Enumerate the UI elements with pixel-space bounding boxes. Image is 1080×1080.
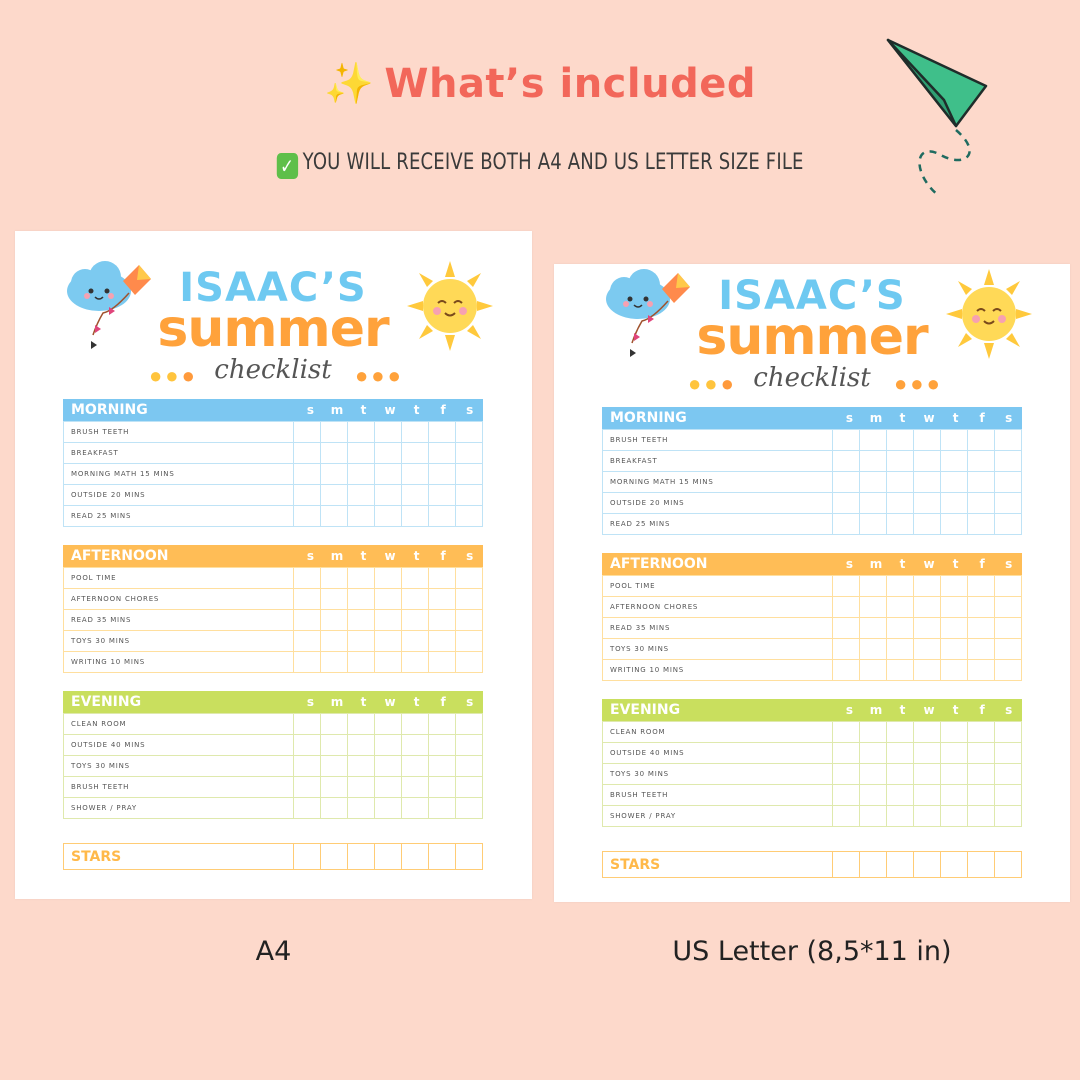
day-label: t [899,411,906,425]
day-label: s [845,557,853,571]
morning-section [602,407,1022,535]
table-row [64,506,483,527]
task-label: SHOWER / PRAY [64,798,294,819]
afternoon-grid [602,575,1022,681]
day-label: m [869,703,883,717]
check-mark-icon: ✓ [276,153,297,179]
table-row [64,652,483,673]
day-label: s [466,403,474,417]
morning-grid [602,429,1022,535]
day-label: t [413,549,420,563]
evening-section [63,691,483,819]
table-row [603,660,1022,681]
day-label: f [979,411,985,425]
file-size-note-text: YOU WILL RECEIVE BOTH A4 AND US LETTER SIZE FILE [302,150,804,175]
evening-section [602,699,1022,827]
table-row [603,764,1022,785]
table-row [603,597,1022,618]
day-label: w [923,557,935,571]
task-label: BRUSH TEETH [64,777,294,798]
task-label: BREAKFAST [64,443,294,464]
day-label: f [979,557,985,571]
task-label: POOL TIME [603,576,833,597]
table-row [603,639,1022,660]
table-row [603,472,1022,493]
stars-label: STARS [64,844,294,870]
table-row [64,631,483,652]
morning-section [63,399,483,527]
task-label: TOYS 30 MINS [603,639,833,660]
table-row [64,735,483,756]
task-label: BRUSH TEETH [64,422,294,443]
task-label: READ 25 MINS [603,514,833,535]
day-label: w [384,403,396,417]
task-label: BRUSH TEETH [603,785,833,806]
table-row [603,514,1022,535]
sun-icon [946,269,1032,359]
task-label: READ 25 MINS [64,506,294,527]
section-title: MORNING [71,402,148,418]
sun-icon [407,261,493,351]
table-row [64,589,483,610]
day-label: w [384,695,396,709]
evening-grid [602,721,1022,827]
decor-dots-right: ●●● [355,363,404,388]
task-label: BRUSH TEETH [603,430,833,451]
checklist-title-summer: summer [157,299,389,359]
task-label: POOL TIME [64,568,294,589]
day-label: w [923,411,935,425]
file-size-note [97,150,983,179]
section-title: AFTERNOON [71,548,169,564]
day-label: f [440,403,446,417]
us-letter-checklist-preview [554,264,1070,902]
section-title: EVENING [71,694,142,710]
a4-caption: A4 [255,936,292,967]
day-label: t [952,411,959,425]
checklist-title-name: ISAAC’S [718,273,906,319]
checklist-header [63,261,483,399]
checklist-title-checklist: checklist [753,363,871,393]
afternoon-header [63,545,483,567]
day-label: s [1005,557,1013,571]
day-label: m [869,557,883,571]
stars-section [602,851,1022,878]
morning-header [602,407,1022,429]
day-label: s [845,703,853,717]
section-title: MORNING [610,410,687,426]
day-label: s [1005,411,1013,425]
table-row [64,777,483,798]
task-label: BREAKFAST [603,451,833,472]
evening-header [602,699,1022,721]
table-row [64,714,483,735]
task-label: OUTSIDE 20 MINS [603,493,833,514]
day-label: t [413,403,420,417]
section-title: AFTERNOON [610,556,708,572]
table-row [603,852,1022,878]
day-label: s [466,695,474,709]
table-row [603,743,1022,764]
day-label: f [979,703,985,717]
day-label: w [384,549,396,563]
day-label: s [1005,703,1013,717]
day-label: s [466,549,474,563]
day-label: t [360,695,367,709]
day-label: m [869,411,883,425]
task-label: WRITING 10 MINS [64,652,294,673]
table-row [603,451,1022,472]
decor-dots-left: ●●● [149,363,198,388]
afternoon-grid [63,567,483,673]
day-label: f [440,549,446,563]
task-label: OUTSIDE 40 MINS [64,735,294,756]
table-row [64,798,483,819]
morning-header [63,399,483,421]
task-label: AFTERNOON CHORES [64,589,294,610]
section-title: EVENING [610,702,681,718]
task-label: CLEAN ROOM [603,722,833,743]
task-label: READ 35 MINS [603,618,833,639]
table-row [603,785,1022,806]
day-label: t [899,557,906,571]
checklist-title-summer: summer [696,307,928,367]
task-label: TOYS 30 MINS [64,631,294,652]
stars-grid [602,851,1022,878]
task-label: WRITING 10 MINS [603,660,833,681]
evening-header [63,691,483,713]
a4-checklist-preview [15,231,532,899]
us-letter-caption: US Letter (8,5*11 in) [672,936,952,967]
task-label: TOYS 30 MINS [64,756,294,777]
table-row [603,722,1022,743]
day-label: f [440,695,446,709]
table-row [603,806,1022,827]
checklist-title-name: ISAAC’S [179,265,367,311]
task-label: MORNING MATH 15 MINS [603,472,833,493]
day-label: t [952,557,959,571]
table-row [603,576,1022,597]
table-row [603,618,1022,639]
afternoon-section [602,553,1022,681]
table-row [64,844,483,870]
task-label: AFTERNOON CHORES [603,597,833,618]
day-label: m [330,549,344,563]
task-label: CLEAN ROOM [64,714,294,735]
table-row [603,493,1022,514]
table-row [64,422,483,443]
task-label: TOYS 30 MINS [603,764,833,785]
sparkle-icon: ✨ [324,61,375,107]
task-label: OUTSIDE 40 MINS [603,743,833,764]
day-label: s [306,403,314,417]
day-label: s [306,695,314,709]
day-label: s [306,549,314,563]
day-label: t [952,703,959,717]
day-label: t [360,549,367,563]
table-row [64,443,483,464]
evening-grid [63,713,483,819]
day-label: m [330,403,344,417]
table-row [64,568,483,589]
task-label: READ 35 MINS [64,610,294,631]
day-label: s [845,411,853,425]
day-label: t [413,695,420,709]
afternoon-header [602,553,1022,575]
table-row [603,430,1022,451]
day-label: t [360,403,367,417]
table-row [64,610,483,631]
decor-dots-right: ●●● [894,371,943,396]
table-row [64,485,483,506]
day-label: m [330,695,344,709]
stars-grid [63,843,483,870]
stars-section [63,843,483,870]
checklist-header [602,269,1022,407]
day-label: t [899,703,906,717]
checklist-title-checklist: checklist [214,355,332,385]
paper-plane-icon [884,34,994,204]
task-label: MORNING MATH 15 MINS [64,464,294,485]
afternoon-section [63,545,483,673]
heading-text: What’s included [384,61,756,107]
table-row [64,464,483,485]
morning-grid [63,421,483,527]
decor-dots-left: ●●● [688,371,737,396]
day-label: w [923,703,935,717]
stars-label: STARS [603,852,833,878]
table-row [64,756,483,777]
task-label: SHOWER / PRAY [603,806,833,827]
task-label: OUTSIDE 20 MINS [64,485,294,506]
